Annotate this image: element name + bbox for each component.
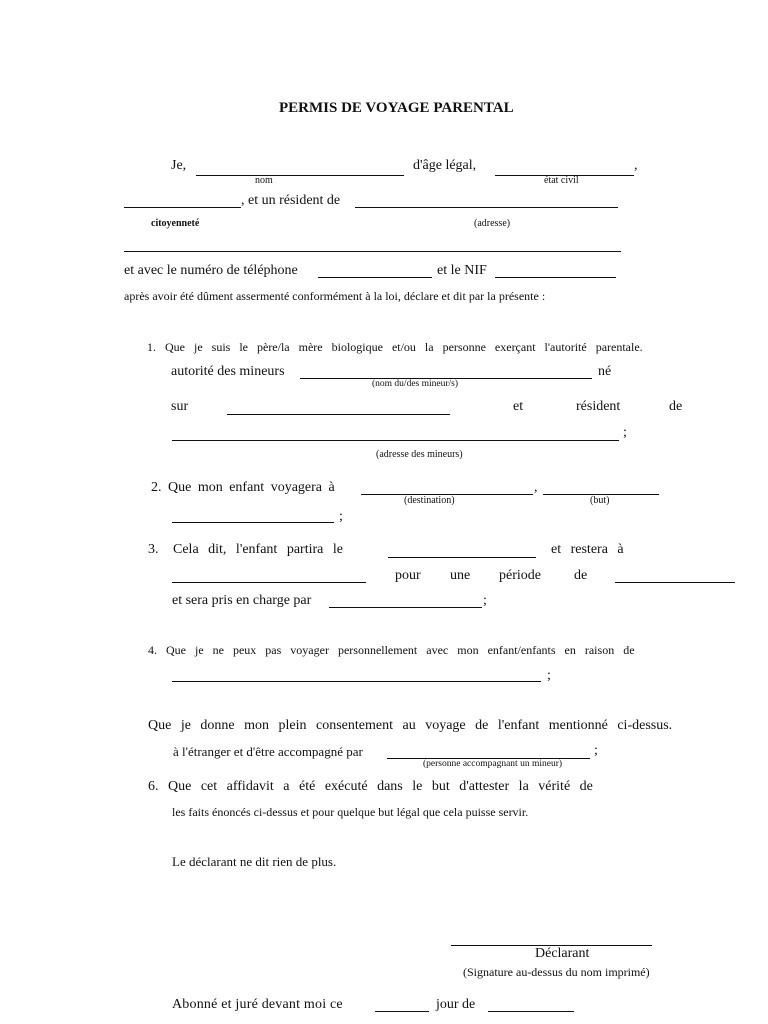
date-naissance-field[interactable] (227, 414, 450, 415)
item3-text: Cela dit, l'enfant partira le (173, 542, 343, 557)
nif-field[interactable] (495, 277, 616, 278)
sur-label: sur (171, 399, 189, 414)
item6-text-2: les faits énoncés ci-dessus et pour quelque but légal que cela puisse servir. (172, 805, 529, 819)
assermente-text: après avoir été dûment assermenté conformément à la loi, déclare et dit par la présente : (124, 289, 546, 303)
pour-label: pour (395, 568, 421, 583)
lieu-sejour-field[interactable] (172, 582, 366, 583)
periode-field[interactable] (615, 582, 735, 583)
charge-label: et sera pris en charge par (172, 593, 312, 608)
semicolon-5: ; (594, 743, 598, 758)
telephone-field[interactable] (318, 277, 432, 278)
declarant-label: Déclarant (535, 946, 590, 961)
semicolon-1: ; (623, 425, 627, 440)
adresse-field[interactable] (355, 207, 618, 208)
restera-label: et restera à (551, 542, 624, 557)
age-legal-label: d'âge légal, (413, 158, 477, 173)
de-label-2: de (574, 568, 588, 583)
closing-text: Le déclarant ne dit rien de plus. (172, 854, 337, 869)
comma-2: , (534, 480, 538, 495)
mois-field[interactable] (488, 1011, 574, 1012)
citoyennete-caption: citoyenneté (151, 218, 200, 229)
semicolon-3: ; (483, 593, 487, 608)
semicolon-2: ; (339, 509, 343, 524)
etranger-label: à l'étranger et d'être accompagné par (173, 744, 363, 759)
et-label: et (513, 399, 524, 414)
une-label: une (450, 568, 471, 583)
signature-note: (Signature au-dessus du nom imprimé) (463, 965, 650, 979)
page-title: PERMIS DE VOYAGE PARENTAL (279, 100, 514, 116)
item6-text: 6. Que cet affidavit a été exécuté dans le but d'attester la vérité de (148, 779, 593, 794)
jour-field[interactable] (375, 1011, 429, 1012)
nom-caption: nom (255, 175, 273, 186)
but-caption: (but) (590, 495, 610, 506)
de-label: de (669, 399, 683, 414)
semicolon-4: ; (547, 668, 551, 683)
nom-mineurs-caption: (nom du/des mineur/s) (372, 379, 459, 389)
but-field-2[interactable] (172, 522, 334, 523)
abonne-text: Abonné et juré devant moi ce (172, 997, 343, 1012)
resident-label: , et un résident de (241, 193, 341, 208)
adresse-field-2[interactable] (124, 251, 621, 252)
jour-label: jour de (436, 997, 476, 1012)
citoyennete-field[interactable] (124, 207, 241, 208)
item4-text: 4. Que je ne peux pas voyager personnellement avec mon enfant/enfants en raison de (148, 643, 635, 657)
je-label: Je, (171, 158, 187, 173)
nif-label: et le NIF (437, 263, 487, 278)
telephone-label: et avec le numéro de téléphone (124, 263, 298, 278)
destination-caption: (destination) (404, 495, 455, 506)
adresse-mineurs-field[interactable] (172, 440, 619, 441)
responsable-field[interactable] (329, 607, 482, 608)
date-depart-field[interactable] (388, 557, 536, 558)
comma: , (634, 158, 638, 173)
autorite-label: autorité des mineurs (171, 364, 285, 379)
etat-civil-caption: état civil (544, 175, 579, 186)
ne-label: né (598, 364, 612, 379)
raison-field[interactable] (172, 681, 541, 682)
item5-text: Que je donne mon plein consentement au voyage de l'enfant mentionné ci-dessus. (148, 718, 673, 733)
item1-text: 1. Que je suis le père/la mère biologique et/ou la personne exerçant l'autorité parentale. (147, 340, 643, 354)
nom-field[interactable] (196, 175, 404, 176)
item3-number: 3. (148, 542, 159, 557)
personne-caption: (personne accompagnant un mineur) (423, 759, 563, 769)
periode-label: période (499, 568, 541, 583)
adresse-caption: (adresse) (474, 218, 511, 229)
item2-text: 2. Que mon enfant voyagera à (151, 480, 335, 495)
adresse-mineurs-caption: (adresse des mineurs) (376, 449, 463, 460)
resident-label-2: résident (576, 399, 621, 414)
